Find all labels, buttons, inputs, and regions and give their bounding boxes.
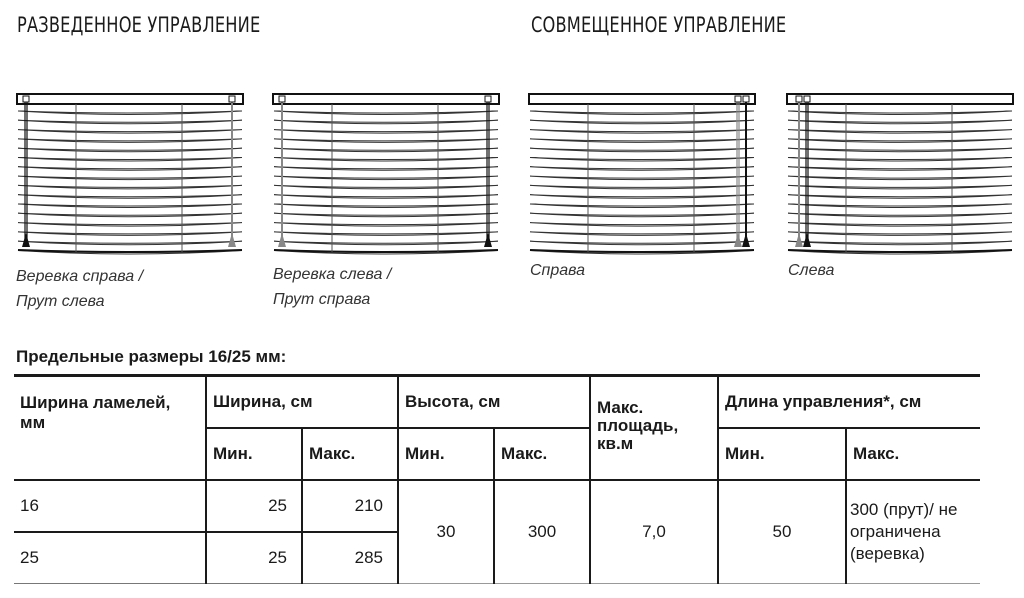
rod-tip	[734, 233, 742, 247]
slat	[18, 130, 242, 134]
slat	[274, 223, 498, 227]
cord-tassel	[803, 233, 811, 247]
slats	[788, 111, 1012, 254]
rod-bracket	[743, 96, 749, 102]
header-height-min: Мин.	[398, 428, 494, 480]
slat	[18, 111, 242, 115]
slat	[788, 139, 1012, 143]
slats	[18, 111, 242, 254]
header-width-min: Мин.	[206, 428, 302, 480]
slats	[530, 111, 754, 254]
slat	[18, 204, 242, 208]
cord-tassel	[22, 233, 30, 247]
slat	[18, 185, 242, 189]
slat	[18, 241, 242, 245]
cord-tassel	[742, 233, 750, 247]
slat	[18, 167, 242, 171]
slat	[530, 223, 754, 227]
header-control-max: Макс.	[846, 428, 980, 480]
slat	[274, 195, 498, 199]
caption-line-2: Прут слева	[16, 293, 105, 310]
cord-tassel	[484, 233, 492, 247]
header-control-length: Длина управления*, см	[718, 376, 980, 429]
cell-height-max: 300	[494, 480, 590, 584]
blind-combined-left	[786, 93, 1016, 258]
cell-max-area: 7,0	[590, 480, 718, 584]
head-rail	[273, 94, 499, 104]
slat	[274, 139, 498, 143]
cell-width-max: 285	[302, 532, 398, 584]
slat	[530, 167, 754, 171]
bottom-rail	[18, 250, 242, 252]
header-control-min: Мин.	[718, 428, 846, 480]
size-limits-table	[14, 374, 980, 584]
cell-width-min: 25	[206, 480, 302, 532]
slat	[274, 167, 498, 171]
slat	[788, 223, 1012, 227]
head-rail	[529, 94, 755, 104]
table-row	[14, 480, 980, 532]
slat	[788, 213, 1012, 217]
slat	[530, 204, 754, 208]
slat	[18, 232, 242, 236]
cell-control-max: 300 (прут)/ не ограничена (веревка)	[846, 480, 980, 584]
slat	[788, 167, 1012, 171]
caption-line-2: Прут справа	[273, 291, 371, 308]
slat	[788, 130, 1012, 134]
cell-slat: 16	[14, 480, 206, 532]
bottom-rail	[274, 250, 498, 252]
cell-slat: 25	[14, 532, 206, 584]
rod-tip	[795, 233, 803, 247]
cell-width-min: 25	[206, 532, 302, 584]
rod-bracket	[796, 96, 802, 102]
blind-cord-right-rod-left	[16, 93, 246, 258]
slat	[530, 241, 754, 245]
slat	[18, 195, 242, 199]
slat	[274, 148, 498, 152]
header-width-max: Макс.	[302, 428, 398, 480]
slat	[788, 158, 1012, 162]
slat	[788, 111, 1012, 115]
caption-line-1: Слева	[788, 262, 835, 279]
head-rail	[17, 94, 243, 104]
slat	[274, 232, 498, 236]
slat	[274, 185, 498, 189]
slat	[18, 139, 242, 143]
slat	[274, 241, 498, 245]
slat	[530, 158, 754, 162]
cord-lock	[23, 96, 29, 102]
cell-control-min: 50	[718, 480, 846, 584]
combined-control-heading: СОВМЕЩЕННОЕ УПРАВЛЕНИЕ	[531, 13, 787, 37]
slat	[274, 158, 498, 162]
slat	[788, 241, 1012, 245]
header-width: Ширина, см	[206, 376, 398, 429]
slat	[530, 185, 754, 189]
slat	[530, 195, 754, 199]
bottom-rail	[788, 250, 1012, 252]
slat	[788, 185, 1012, 189]
slat	[18, 223, 242, 227]
slat	[274, 130, 498, 134]
slat	[274, 111, 498, 115]
header-slat-width: Ширина ламелей, мм	[14, 376, 206, 481]
cell-width-max: 210	[302, 480, 398, 532]
slat	[530, 120, 754, 124]
slat	[274, 213, 498, 217]
slat	[788, 148, 1012, 152]
slat	[18, 158, 242, 162]
slat	[530, 111, 754, 115]
slat	[18, 120, 242, 124]
cell-height-min: 30	[398, 480, 494, 584]
header-height: Высота, см	[398, 376, 590, 429]
slat	[274, 120, 498, 124]
header-max-area: Макс. площадь, кв.м	[590, 376, 718, 481]
caption-line-1: Справа	[530, 262, 586, 279]
slat	[788, 204, 1012, 208]
separate-control-heading: РАЗВЕДЕННОЕ УПРАВЛЕНИЕ	[17, 13, 261, 37]
slat	[274, 176, 498, 180]
slat	[530, 139, 754, 143]
caption-blind-2	[273, 262, 391, 312]
cord-lock	[735, 96, 741, 102]
rod-tip	[278, 233, 286, 247]
header-height-max: Макс.	[494, 428, 590, 480]
blind-combined-right	[528, 93, 758, 258]
slat	[530, 176, 754, 180]
slat	[530, 130, 754, 134]
cord-lock	[804, 96, 810, 102]
slat	[788, 176, 1012, 180]
slat	[530, 213, 754, 217]
cord-lock	[485, 96, 491, 102]
caption-line-1: Веревка справа /	[16, 268, 144, 285]
caption-blind-1	[16, 264, 143, 314]
caption-line-1: Веревка слева /	[273, 266, 392, 283]
caption-blind-4	[788, 258, 834, 283]
table-title: Предельные размеры 16/25 мм:	[16, 347, 287, 366]
slat	[18, 176, 242, 180]
slat	[788, 195, 1012, 199]
rod-bracket	[229, 96, 235, 102]
bottom-rail	[530, 250, 754, 252]
slat	[18, 213, 242, 217]
slat	[530, 232, 754, 236]
caption-blind-3	[530, 258, 585, 283]
slat	[788, 232, 1012, 236]
rod-bracket	[279, 96, 285, 102]
rod-tip	[228, 233, 236, 247]
head-rail	[787, 94, 1013, 104]
slat	[274, 204, 498, 208]
slat	[530, 148, 754, 152]
slat	[18, 148, 242, 152]
slats	[274, 111, 498, 254]
slat	[788, 120, 1012, 124]
blind-cord-left-rod-right	[272, 93, 502, 258]
